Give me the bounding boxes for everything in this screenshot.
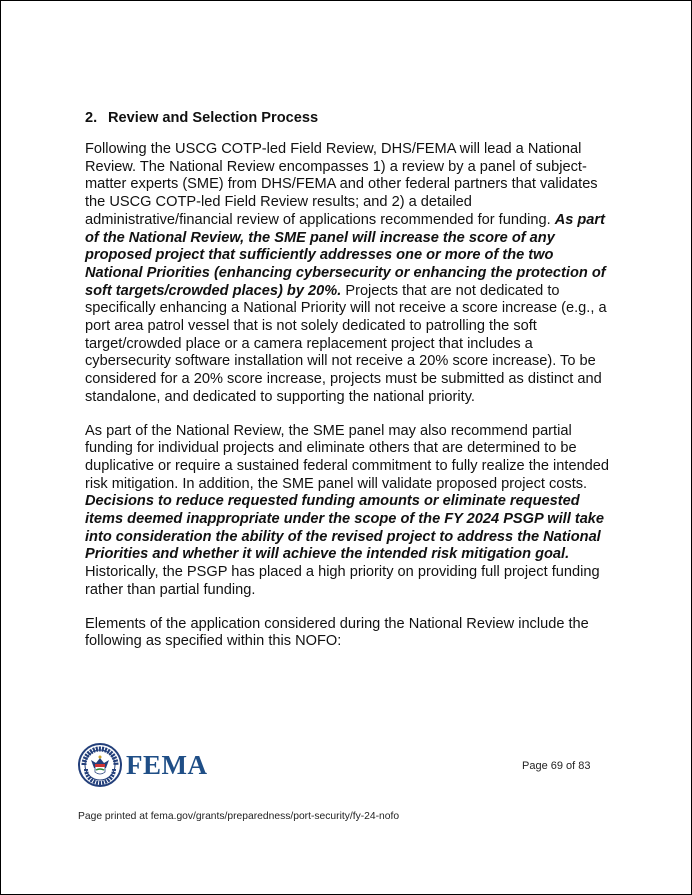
fema-wordmark: FEMA bbox=[126, 749, 208, 780]
dhs-seal-icon bbox=[78, 743, 122, 787]
text-run: Projects that are not dedicated to specifically enhancing a National Priority will not receive a score increase (e.g., a port area patrol vessel that is not solely dedicated to patrolling the soft target/crowded place or a camera replacement project that includes a cybersecurity software installation will not receive a 20% score increase). To be considered for a 20% score increase, projects must be submitted as distinct and standalone, and dedicated to supporting the national priority. bbox=[85, 282, 607, 405]
paragraph-1 bbox=[85, 141, 615, 407]
page-content bbox=[85, 109, 615, 667]
text-run: Historically, the PSGP has placed a high priority on providing full project funding rather than partial funding. bbox=[85, 564, 600, 598]
text-run: Elements of the application considered during the National Review include the following as specified within this NOFO: bbox=[85, 615, 589, 650]
emphasis-run: Decisions to reduce requested funding amounts or eliminate requested items deemed inappropriate under the scope of the FY 2024 PSGP will take into consideration the ability of the revised project to address the National Priorities and whether it will achieve the intended risk mitigation goal. bbox=[85, 493, 605, 563]
section-title: Review and Selection Process bbox=[108, 110, 319, 126]
section-number: 2. bbox=[85, 110, 98, 126]
text-run: As part of the National Review, the SME panel may also recommend partial funding for individual projects and eliminate others that are determined to be duplicative or require a sustained federal commitment to fully realize the intended risk mitigation. In addition, the SME panel will validate proposed project costs. bbox=[85, 422, 610, 492]
page-number: Page 69 of 83 bbox=[522, 760, 591, 772]
paragraph-3 bbox=[85, 616, 615, 651]
paragraph-2 bbox=[85, 423, 615, 600]
section-heading bbox=[85, 109, 615, 127]
fema-logo bbox=[78, 743, 207, 787]
text-run: Following the USCG COTP-led Field Review, DHS/FEMA will lead a National Review. The National Review encompasses 1) a review by a panel of subject-matter experts (SME) from DHS/FEMA and other federal partners that validates the USCG COTP-led Field Review results; and 2) a detailed administrative/financial review of applications recommended for funding. bbox=[85, 141, 598, 228]
emphasis-run: As part of the National Review, the SME panel will increase the score of any proposed project that sufficiently addresses one or more of the two National Priorities (enhancing cybersecurity or enhancing the protection of soft targets/crowded places) by 20%. bbox=[85, 211, 606, 299]
printed-source: Page printed at fema.gov/grants/preparedness/port-security/fy-24-nofo bbox=[78, 811, 400, 822]
